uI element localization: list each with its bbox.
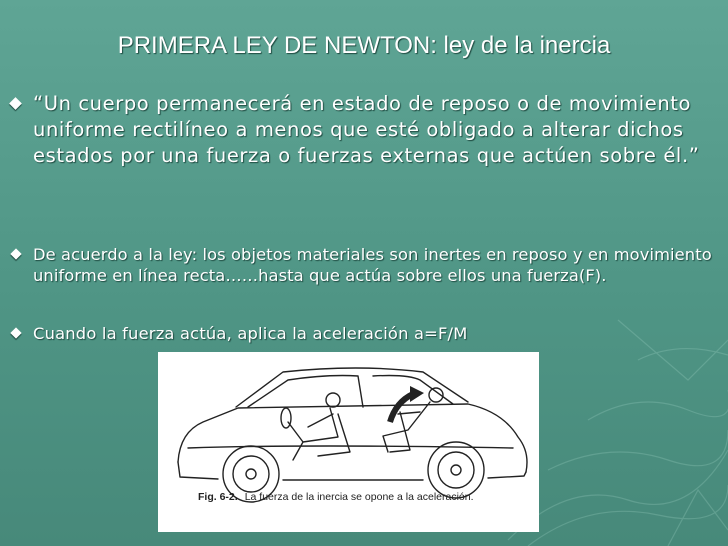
law-explanation-bullet: De acuerdo a la ley: los objetos materiales son inertes en reposo y en movimiento uniforme en línea recta……hasta que actúa sobre ellos una fuerza(F). bbox=[33, 245, 712, 285]
car-inertia-figure bbox=[158, 352, 539, 532]
figure-caption-text: La fuerza de la inercia se opone a la aceleración. bbox=[244, 491, 474, 503]
figure-caption bbox=[198, 491, 474, 503]
diamond-bullet-icon bbox=[10, 327, 21, 338]
diamond-bullet-icon bbox=[9, 97, 22, 110]
figure-label: Fig. 6-2. bbox=[198, 491, 238, 503]
slide-title: PRIMERA LEY DE NEWTON: ley de la inercia bbox=[117, 32, 611, 59]
acceleration-bullet: Cuando la fuerza actúa, aplica la aceleración a=F/M bbox=[33, 324, 468, 343]
quote-bullet: “Un cuerpo permanecerá en estado de reposo o de movimiento uniforme rectilíneo a menos que esté obligado a alterar dichos estados por una fuerza o fuerzas externas que actúen sobre él.” bbox=[33, 92, 700, 167]
diamond-bullet-icon bbox=[10, 248, 21, 259]
car-illustration bbox=[158, 352, 539, 532]
